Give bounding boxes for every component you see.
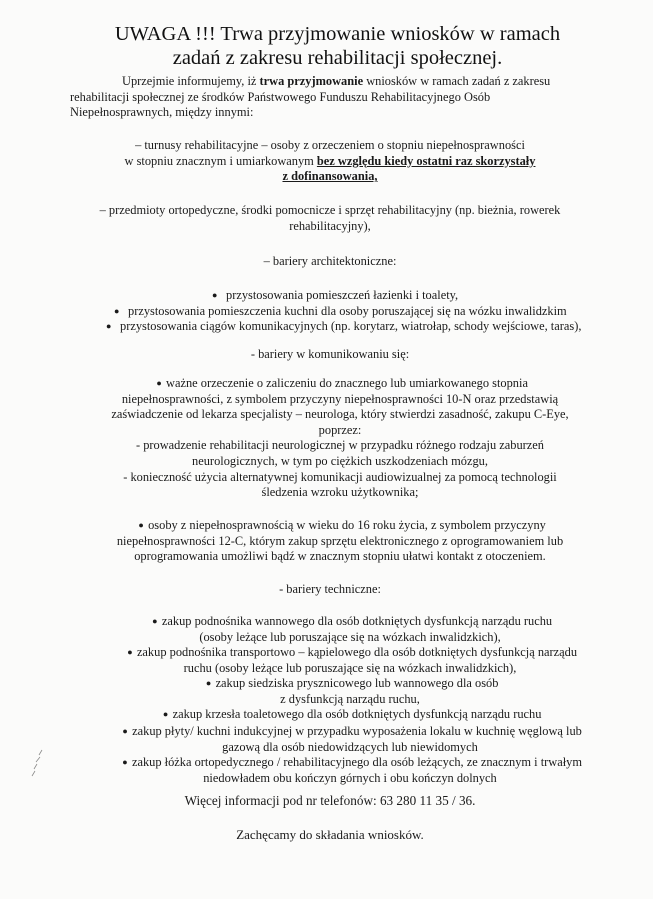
komunikowanie-item-1: ● ważne orzeczenie o zaliczeniu do znacznego lub umiarkowanego stopnia niepełnosprawności, z symbolem przyczyny niepełnosprawności 10-N oraz przedstawią zaświadczenie od lekarza specjalisty – neurologa, który stwierdzi zasadność, zakupu C-Eye, poprzez: - prowadzenie rehabilitacji neurologicznej w przypadku różnego rodzaju zaburzeń neurologicznych, w tym po ciężkich uszkodzeniach mózgu, - konieczność użycia alternatywnej komunikacji audiowizualnej za pomocą technologii śledzenia wzroku użytkownika;: [111, 376, 569, 500]
techniczne-item-5: ● zakup płyty/ kuchni indukcyjnej w przypadku wyposażenia lokalu w kuchnię węglową lub gazową dla osób niedowidzących lub niewidomych: [80, 724, 620, 755]
intro-text-2: wniosków w ramach zadań z zakresu: [363, 74, 551, 88]
komunikowanie-item-2: ● osoby z niepełnosprawnością w wieku do 16 roku życia, z symbolem przyczyny niepełnosprawności 12-C, którym zakup sprzętu elektronicznego z oprogramowaniem lub oprogramowania umożliwi bądź w znacznym stopniu ułatwi kontakt z otoczeniem.: [116, 518, 564, 564]
bullet-icon: ●: [205, 678, 212, 688]
bullet-icon: ●: [156, 378, 162, 388]
bullet-icon: ●: [114, 305, 120, 316]
title-line-2: zadań z zakresu rehabilitacji społecznej.: [172, 47, 503, 69]
intro-paragraph: [70, 74, 590, 121]
bullet-icon: ●: [212, 290, 218, 300]
turnusy-emphasis-2: z dofinansowania,: [282, 169, 378, 184]
przedmioty-line-1: – przedmioty ortopedyczne, środki pomocnicze i sprzęt rehabilitacyjny (np. bieżnia, rowerek: [99, 203, 561, 217]
bullet-icon: ●: [152, 616, 158, 626]
bullet-icon: ●: [127, 647, 133, 657]
przedmioty-section: [40, 203, 620, 234]
turnusy-section: [60, 138, 600, 185]
title-line-1: UWAGA !!! Trwa przyjmowanie wniosków w ramach: [114, 23, 561, 45]
techniczne-item-6: ● zakup łóżka ortopedycznego / rehabilitacyjnego dla osób leżących, ze znacznym i trwałym niedowładem obu kończyn górnych i obu kończyn dolnych: [80, 755, 620, 786]
turnusy-emphasis: bez względu kiedy ostatni raz skorzystały: [316, 153, 536, 168]
intro-bold: trwa przyjmowanie: [259, 74, 364, 88]
intro-line-2: rehabilitacji społecznej ze środków Państwowego Funduszu Rehabilitacyjnego Osób: [70, 89, 491, 104]
bullet-icon: ●: [122, 726, 128, 736]
bullet-icon: ●: [162, 709, 169, 719]
bullet-icon: ●: [122, 757, 128, 767]
architektoniczne-heading: – bariery architektoniczne:: [263, 254, 397, 268]
turnusy-line-2: w stopniu znacznym i umiarkowanym: [124, 153, 317, 168]
turnusy-line-1: – turnusy rehabilitacyjne – osoby z orzeczeniem o stopniu niepełnosprawności: [135, 138, 525, 152]
bullet-icon: ●: [138, 520, 144, 530]
techniczne-item-1: ● zakup podnośnika wannowego dla osób dotkniętych dysfunkcją narządu ruchu (osoby leżące lub poruszające się na wózkach inwalidzkich),: [80, 614, 620, 645]
intro-line-3: Niepełnosprawnych, między innymi:: [70, 105, 254, 120]
scan-mark-icon: [28, 748, 50, 778]
intro-text-1: Uprzejmie informujemy, iż: [122, 74, 260, 88]
bullet-icon: ●: [106, 321, 112, 332]
techniczne-item-2: ● zakup podnośnika transportowo – kąpielowego dla osób dotkniętych dysfunkcją narządu ruchu (osoby leżące lub poruszające się na wózkach inwalidzkich),: [80, 645, 620, 676]
list-item: ● przystosowania pomieszczenia kuchni dla osoby poruszającej się na wózku inwalidzkim: [114, 303, 567, 318]
closing-text: Zachęcamy do składania wniosków.: [236, 827, 424, 842]
page-title: [60, 22, 615, 70]
techniczne-item-4: ● zakup krzesła toaletowego dla osób dotkniętych dysfunkcją narządu ruchu: [80, 707, 620, 723]
komunikowanie-heading: - bariery w komunikowaniu się:: [250, 347, 410, 361]
przedmioty-line-2: rehabilitacyjny),: [289, 218, 371, 233]
architektoniczne-list: [60, 288, 620, 335]
list-item: ● przystosowania ciągów komunikacyjnych (np. korytarz, wiatrołap, schody wejściowe, taras),: [106, 319, 582, 334]
list-item: ● przystosowania pomieszczeń łazienki i toalety,: [212, 288, 459, 302]
techniczne-heading: - bariery techniczne:: [279, 582, 381, 596]
phone-info: Więcej informacji pod nr telefonów: 63 280 11 35 / 36.: [184, 793, 476, 808]
techniczne-item-3: ● zakup siedziska prysznicowego lub wannowego dla osób z dysfunkcją narządu ruchu,: [80, 676, 620, 707]
